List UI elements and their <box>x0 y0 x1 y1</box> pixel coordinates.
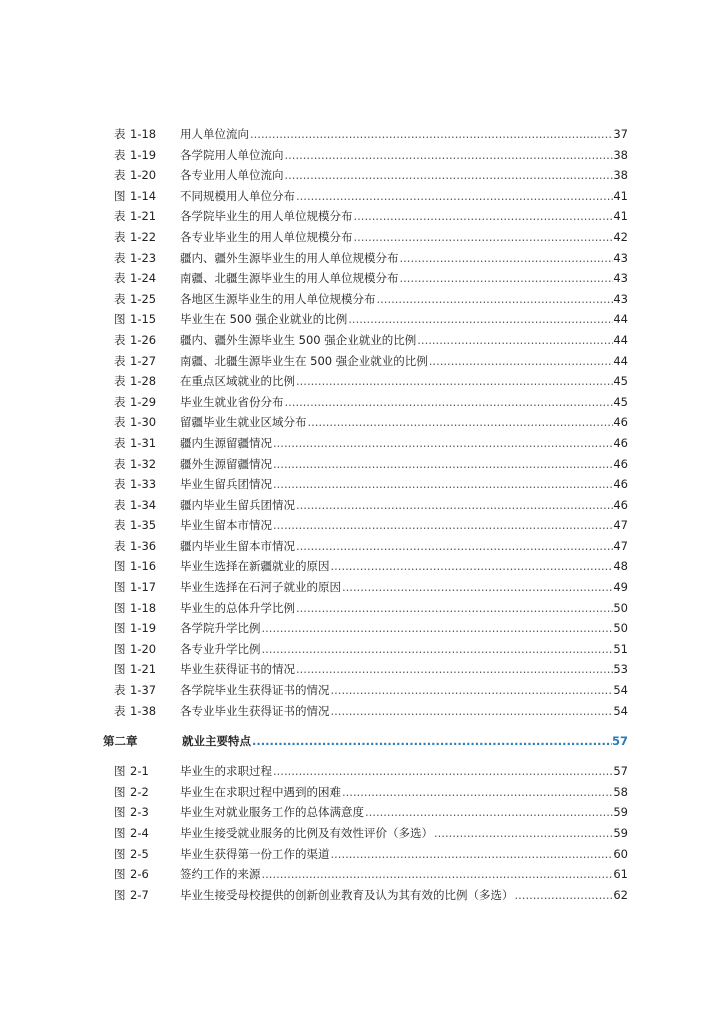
entry-number: 1-25 <box>130 291 157 306</box>
entry-number: 1-28 <box>130 374 157 389</box>
entry-number: 1-16 <box>130 559 157 574</box>
toc-entry[interactable] <box>0 454 724 475</box>
entry-label <box>114 392 172 413</box>
entry-kind: 表 <box>114 394 126 409</box>
entry-page-number: 58 <box>613 784 628 799</box>
entry-title: 毕业生在 500 强企业就业的比例 <box>180 312 348 327</box>
entry-title: 毕业生接受母校提供的创新创业教育及认为其有效的比例（多选） <box>180 887 514 902</box>
entry-label <box>114 864 172 885</box>
entry-page-number: 44 <box>613 353 628 368</box>
dot-leader <box>377 289 614 310</box>
entry-title: 毕业生留兵团情况 <box>180 477 272 492</box>
chapter-page-number: 57 <box>611 734 628 749</box>
toc-entry[interactable] <box>0 351 724 372</box>
entry-label <box>114 515 172 536</box>
dot-leader <box>365 802 613 823</box>
entry-page-number: 38 <box>613 147 628 162</box>
toc-entry[interactable] <box>0 268 724 289</box>
entry-number: 1-32 <box>130 456 157 471</box>
entry-page-number: 41 <box>613 209 628 224</box>
entry-kind: 图 <box>114 784 126 799</box>
entry-title: 留疆毕业生就业区域分布 <box>180 415 307 430</box>
entry-label <box>114 782 172 803</box>
entry-page-number: 54 <box>613 703 628 718</box>
entry-label <box>114 556 172 577</box>
entry-title: 各学院毕业生获得证书的情况 <box>180 683 330 698</box>
dot-leader <box>429 351 614 372</box>
entry-number: 1-31 <box>130 435 157 450</box>
entry-title: 毕业生的求职过程 <box>180 764 272 779</box>
dot-leader <box>400 268 614 289</box>
entry-page-number: 43 <box>613 271 628 286</box>
entry-title: 毕业生获得第一份工作的渠道 <box>180 846 330 861</box>
entry-title: 疆内毕业生留本市情况 <box>180 538 295 553</box>
entry-page-number: 50 <box>613 600 628 615</box>
toc-entry[interactable] <box>0 495 724 516</box>
dot-leader <box>296 371 613 392</box>
toc-entry[interactable] <box>0 248 724 269</box>
entry-label <box>114 330 172 351</box>
entry-page-number: 46 <box>613 477 628 492</box>
dot-leader <box>296 186 613 207</box>
entry-page-number: 37 <box>613 127 628 141</box>
entry-number: 1-20 <box>130 641 157 656</box>
entry-title: 各专业用人单位流向 <box>180 168 284 183</box>
entry-title: 不同规模用人单位分布 <box>180 188 295 203</box>
dot-leader <box>262 639 614 660</box>
entry-page-number: 49 <box>613 580 628 595</box>
entry-number: 1-20 <box>130 168 157 183</box>
dot-leader <box>273 515 613 536</box>
dot-leader <box>354 227 614 248</box>
entry-kind: 表 <box>114 250 126 265</box>
entry-label <box>114 618 172 639</box>
entry-title: 疆内生源留疆情况 <box>180 435 272 450</box>
entry-number: 1-27 <box>130 353 157 368</box>
toc-entry[interactable] <box>0 186 724 207</box>
toc-entry[interactable] <box>0 433 724 454</box>
dot-leader <box>262 864 614 885</box>
toc-entry[interactable] <box>0 474 724 495</box>
entry-label <box>114 145 172 166</box>
entry-number: 1-19 <box>130 147 157 162</box>
toc-entry[interactable] <box>0 515 724 536</box>
entry-page-number: 59 <box>613 805 628 820</box>
entry-label <box>114 289 172 310</box>
toc-list-chapter-one <box>0 124 724 721</box>
entry-number: 2-1 <box>130 764 149 779</box>
entry-label <box>114 639 172 660</box>
entry-page-number: 57 <box>613 764 628 779</box>
entry-kind: 图 <box>114 621 126 636</box>
entry-number: 1-35 <box>130 518 157 533</box>
entry-title: 毕业生选择在石河子就业的原因 <box>180 580 341 595</box>
entry-label <box>114 248 172 269</box>
dot-leader <box>331 680 614 701</box>
entry-kind: 表 <box>114 209 126 224</box>
entry-number: 1-19 <box>130 621 157 636</box>
toc-chapter-heading[interactable] <box>0 730 724 752</box>
dot-leader <box>285 165 614 186</box>
dot-leader <box>342 782 613 803</box>
entry-title: 疆外生源留疆情况 <box>180 456 272 471</box>
entry-title: 用人单位流向 <box>180 127 249 141</box>
entry-label <box>114 802 172 823</box>
entry-kind: 图 <box>114 846 126 861</box>
entry-kind: 图 <box>114 826 126 840</box>
entry-page-number: 47 <box>613 538 628 553</box>
entry-label <box>114 186 172 207</box>
entry-number: 1-18 <box>130 600 157 615</box>
entry-number: 2-7 <box>130 887 149 902</box>
entry-kind: 表 <box>114 168 126 183</box>
entry-title: 毕业生对就业服务工作的总体满意度 <box>180 805 364 820</box>
entry-title: 毕业生留本市情况 <box>180 518 272 533</box>
entry-kind: 图 <box>114 764 126 779</box>
entry-kind: 表 <box>114 291 126 306</box>
entry-page-number: 54 <box>613 683 628 698</box>
entry-page-number: 51 <box>613 641 628 656</box>
entry-page-number: 44 <box>613 332 628 347</box>
entry-number: 2-2 <box>130 784 149 799</box>
dot-leader <box>296 495 613 516</box>
entry-number: 1-21 <box>130 662 157 677</box>
entry-title: 各专业毕业生的用人单位规模分布 <box>180 229 353 244</box>
entry-title: 毕业生接受就业服务的比例及有效性评价（多选） <box>180 826 433 840</box>
entry-kind: 表 <box>114 477 126 492</box>
entry-number: 1-22 <box>130 229 157 244</box>
entry-label <box>114 598 172 619</box>
entry-page-number: 59 <box>613 826 628 840</box>
entry-page-number: 41 <box>613 188 628 203</box>
entry-page-number: 48 <box>613 559 628 574</box>
entry-label <box>114 701 172 722</box>
entry-number: 1-33 <box>130 477 157 492</box>
entry-number: 1-34 <box>130 497 157 512</box>
entry-title: 各专业毕业生获得证书的情况 <box>180 703 330 718</box>
toc-entry[interactable] <box>0 823 724 844</box>
dot-leader <box>262 618 614 639</box>
entry-kind: 表 <box>114 353 126 368</box>
dot-leader <box>296 598 613 619</box>
entry-label <box>114 433 172 454</box>
dot-leader <box>285 145 614 166</box>
entry-page-number: 45 <box>613 394 628 409</box>
dot-leader <box>348 309 613 330</box>
entry-label <box>114 165 172 186</box>
entry-title: 疆内毕业生留兵团情况 <box>180 497 295 512</box>
entry-title: 各学院毕业生的用人单位规模分布 <box>180 209 353 224</box>
entry-page-number: 47 <box>613 518 628 533</box>
entry-number: 2-6 <box>130 867 149 882</box>
entry-number: 1-23 <box>130 250 157 265</box>
entry-kind: 表 <box>114 415 126 430</box>
entry-label <box>114 474 172 495</box>
entry-kind: 表 <box>114 456 126 471</box>
toc-list-chapter-two <box>0 761 724 905</box>
entry-kind: 表 <box>114 147 126 162</box>
entry-kind: 图 <box>114 867 126 882</box>
dot-leader <box>434 823 613 844</box>
entry-label <box>114 309 172 330</box>
dot-leader <box>331 556 614 577</box>
dot-leader <box>331 701 614 722</box>
chapter-label: 第二章 <box>103 734 138 749</box>
entry-label <box>114 412 172 433</box>
entry-kind: 表 <box>114 435 126 450</box>
toc-entry[interactable] <box>0 371 724 392</box>
entry-kind: 表 <box>114 332 126 347</box>
dot-leader <box>285 392 614 413</box>
entry-title: 各学院用人单位流向 <box>180 147 284 162</box>
entry-number: 2-3 <box>130 805 149 820</box>
entry-number: 1-37 <box>130 683 157 698</box>
entry-kind: 表 <box>114 229 126 244</box>
entry-page-number: 62 <box>613 887 628 902</box>
entry-page-number: 53 <box>613 662 628 677</box>
entry-title: 毕业生的总体升学比例 <box>180 600 295 615</box>
entry-kind: 图 <box>114 580 126 595</box>
entry-label <box>114 823 172 844</box>
toc-entry[interactable] <box>0 864 724 885</box>
entry-number: 1-24 <box>130 271 157 286</box>
entry-label <box>114 885 172 906</box>
toc-entry[interactable] <box>0 536 724 557</box>
toc-entry[interactable] <box>0 598 724 619</box>
entry-label <box>114 495 172 516</box>
toc-entry[interactable] <box>0 701 724 722</box>
entry-page-number: 61 <box>613 867 628 882</box>
toc-entry[interactable] <box>0 227 724 248</box>
entry-page-number: 46 <box>613 497 628 512</box>
entry-page-number: 50 <box>613 621 628 636</box>
entry-page-number: 46 <box>613 435 628 450</box>
toc-entry[interactable] <box>0 618 724 639</box>
entry-title: 各学院升学比例 <box>180 621 261 636</box>
entry-title: 各专业升学比例 <box>180 641 261 656</box>
entry-title: 疆内、疆外生源毕业生的用人单位规模分布 <box>180 250 399 265</box>
entry-kind: 表 <box>114 127 126 141</box>
entry-title: 毕业生获得证书的情况 <box>180 662 295 677</box>
entry-title: 签约工作的来源 <box>180 867 261 882</box>
entry-kind: 图 <box>114 559 126 574</box>
toc-entry[interactable] <box>0 782 724 803</box>
entry-label <box>114 351 172 372</box>
entry-kind: 表 <box>114 538 126 553</box>
entry-page-number: 46 <box>613 456 628 471</box>
entry-number: 1-29 <box>130 394 157 409</box>
entry-label <box>114 659 172 680</box>
entry-title: 各地区生源毕业生的用人单位规模分布 <box>180 291 376 306</box>
dot-leader <box>342 577 613 598</box>
toc-entry[interactable] <box>0 761 724 782</box>
entry-page-number: 43 <box>613 250 628 265</box>
entry-page-number: 38 <box>613 168 628 183</box>
entry-number: 1-30 <box>130 415 157 430</box>
dot-leader <box>252 730 612 752</box>
entry-label <box>114 227 172 248</box>
entry-title: 毕业生就业省份分布 <box>180 394 284 409</box>
toc-entry[interactable] <box>0 556 724 577</box>
entry-number: 2-4 <box>130 826 149 840</box>
entry-page-number: 42 <box>613 229 628 244</box>
entry-title: 南疆、北疆生源毕业生在 500 强企业就业的比例 <box>180 353 428 368</box>
entry-label <box>114 761 172 782</box>
entry-label <box>114 577 172 598</box>
dot-leader <box>273 474 613 495</box>
entry-label <box>114 680 172 701</box>
entry-number: 1-17 <box>130 580 157 595</box>
entry-title: 在重点区域就业的比例 <box>180 374 295 389</box>
entry-kind: 图 <box>114 662 126 677</box>
entry-number: 1-36 <box>130 538 157 553</box>
entry-kind: 表 <box>114 374 126 389</box>
entry-kind: 表 <box>114 271 126 286</box>
entry-number: 1-38 <box>130 703 157 718</box>
dot-leader <box>400 248 614 269</box>
chapter-title: 就业主要特点 <box>182 734 251 749</box>
entry-label <box>114 454 172 475</box>
entry-page-number: 43 <box>613 291 628 306</box>
dot-leader <box>354 206 614 227</box>
dot-leader <box>296 659 613 680</box>
toc-entry[interactable] <box>0 577 724 598</box>
entry-kind: 图 <box>114 805 126 820</box>
dot-leader <box>296 536 613 557</box>
dot-leader <box>515 885 614 906</box>
toc-entry[interactable] <box>0 206 724 227</box>
entry-label <box>114 268 172 289</box>
toc-entry[interactable] <box>0 309 724 330</box>
entry-title: 疆内、疆外生源毕业生 500 强企业就业的比例 <box>180 332 417 347</box>
entry-number: 1-18 <box>130 127 157 141</box>
toc-entry[interactable] <box>0 802 724 823</box>
entry-kind: 图 <box>114 600 126 615</box>
toc-entry[interactable] <box>0 639 724 660</box>
toc-entry[interactable] <box>0 392 724 413</box>
entry-page-number: 44 <box>613 312 628 327</box>
entry-kind: 图 <box>114 312 126 327</box>
toc-entry[interactable] <box>0 145 724 166</box>
entry-label <box>114 124 172 145</box>
entry-page-number: 60 <box>613 846 628 861</box>
dot-leader <box>250 124 613 145</box>
entry-title: 毕业生选择在新疆就业的原因 <box>180 559 330 574</box>
entry-kind: 表 <box>114 497 126 512</box>
dot-leader <box>417 330 613 351</box>
table-of-contents <box>0 124 724 905</box>
entry-kind: 表 <box>114 683 126 698</box>
toc-entry[interactable] <box>0 289 724 310</box>
entry-page-number: 46 <box>613 415 628 430</box>
entry-label <box>114 371 172 392</box>
entry-label <box>114 844 172 865</box>
dot-leader <box>273 761 613 782</box>
entry-page-number: 45 <box>613 374 628 389</box>
entry-number: 1-21 <box>130 209 157 224</box>
entry-number: 1-14 <box>130 188 157 203</box>
toc-entry[interactable] <box>0 330 724 351</box>
toc-entry[interactable] <box>0 885 724 906</box>
toc-entry[interactable] <box>0 680 724 701</box>
entry-label <box>114 206 172 227</box>
entry-number: 1-15 <box>130 312 157 327</box>
toc-entry[interactable] <box>0 412 724 433</box>
entry-title: 南疆、北疆生源毕业生的用人单位规模分布 <box>180 271 399 286</box>
entry-kind: 图 <box>114 188 126 203</box>
dot-leader <box>273 433 613 454</box>
dot-leader <box>308 412 614 433</box>
toc-entry[interactable] <box>0 659 724 680</box>
toc-entry[interactable] <box>0 165 724 186</box>
entry-kind: 图 <box>114 887 126 902</box>
entry-kind: 表 <box>114 703 126 718</box>
entry-number: 1-26 <box>130 332 157 347</box>
entry-title: 毕业生在求职过程中遇到的困难 <box>180 784 341 799</box>
entry-number: 2-5 <box>130 846 149 861</box>
toc-entry[interactable] <box>0 844 724 865</box>
dot-leader <box>331 844 614 865</box>
entry-kind: 表 <box>114 518 126 533</box>
toc-entry[interactable] <box>0 124 724 145</box>
entry-label <box>114 536 172 557</box>
entry-kind: 图 <box>114 641 126 656</box>
dot-leader <box>273 454 613 475</box>
